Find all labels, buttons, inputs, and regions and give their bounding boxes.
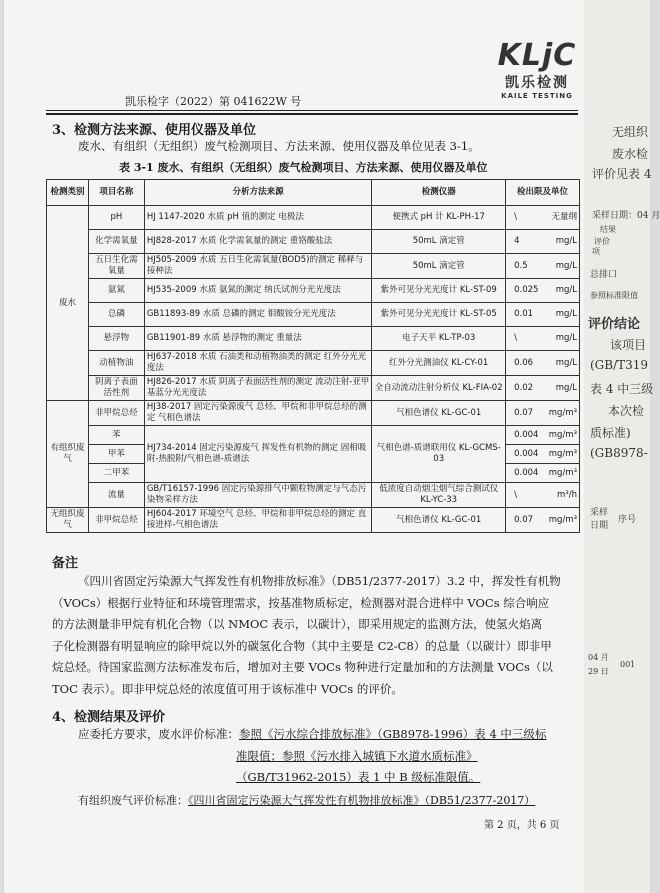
limit-cell [506,464,580,483]
table-row [47,327,580,351]
method-cell: GB11901-89 水质 悬浮物的测定 重量法 [144,327,372,351]
limit-cell [506,206,580,230]
item-cell: 甲苯 [88,445,144,464]
item-cell: 氨氮 [88,279,144,303]
item-cell: pH [88,206,144,230]
section3-heading: 3、检测方法来源、使用仪器及单位 [52,123,257,138]
side-text: (GB/T319 [590,358,649,372]
limit-cell [506,508,580,533]
side-text: 评价结论 [588,317,641,332]
limit-unit: mg/m³ [548,448,577,459]
limit-value: 4 [514,236,520,246]
table-row [47,206,580,230]
table-row [47,483,580,508]
table-row [47,508,580,533]
item-cell: 悬浮物 [88,327,144,351]
side-text: 评价见表 4 [592,167,652,181]
item-cell: 阴离子表面活性剂 [88,376,144,401]
column-header: 检测类别 [47,180,89,206]
note-line: 烷总烃。待国家监测方法标准发布后，增加对主要 VOCs 物种进行定量加和的方法测量 VOCs（以 [52,660,553,674]
limit-cell [506,303,580,327]
item-cell: 总磷 [88,303,144,327]
method-cell: GB11893-89 水质 总磷的测定 钼酸铵分光光度法 [144,303,372,327]
side-text: 本次检 [608,404,645,418]
side-text: 总排口 [590,270,618,280]
side-text: 参照标准限值 [590,291,638,300]
methods-table [46,179,580,533]
side-text: 项 [592,247,600,256]
limit-cell [506,351,580,376]
table-row [47,351,580,376]
side-text: 日期 [590,521,609,531]
limit-cell [506,230,580,254]
side-text: 表 4 中三级 [590,382,654,396]
notes-heading: 备注 [52,556,79,571]
table-header-row [47,180,580,206]
column-header: 检出限及单位 [506,180,580,206]
side-text: 采样 [590,508,609,518]
instrument-cell: 50mL 滴定管 [372,230,506,254]
column-header: 项目名称 [88,180,144,206]
instrument-cell: 电子天平 KL-TP-03 [372,327,506,351]
method-cell: HJ505-2009 水质 五日生化需氧量(BOD5)的测定 稀释与接种法 [144,254,372,279]
logo-en: KAILE TESTING [501,92,573,100]
limit-value: \ [514,212,517,222]
wastewater-standard-label: 应委托方要求，废水评价标准： [78,727,239,741]
page-footer: 第 2 页，共 6 页 [484,820,560,831]
instrument-cell: 便携式 pH 计 KL-PH-17 [372,206,506,230]
item-cell: 非甲烷总烃 [88,401,144,426]
table-row [47,303,580,327]
item-cell: 非甲烷总烃 [88,508,144,533]
limit-value: 0.004 [514,467,539,478]
column-header: 检测仪器 [372,180,506,206]
limit-value: \ [514,333,517,343]
limit-cell [506,401,580,426]
method-cell: HJ535-2009 水质 氨氮的测定 纳氏试剂分光光度法 [144,279,372,303]
method-cell: HJ 1147-2020 水质 pH 值的测定 电极法 [144,206,372,230]
item-cell: 二甲苯 [88,464,144,483]
table-row [47,279,580,303]
method-cell: HJ637-2018 水质 石油类和动植物油类的测定 红外分光光度法 [144,351,372,376]
section4-line4 [78,790,535,812]
note-line: 《四川省固定污染源大气挥发性有机物排放标准》（DB51/2377-2017）3.2 中，挥发性有机物 [78,574,561,588]
instrument-cell: 低浓度自动烟尘烟气综合测试仪 KL-YC-33 [372,483,506,508]
limit-value: 0.5 [514,260,528,271]
exhaust-standard-label: 有组织废气评价标准： [78,794,188,807]
limit-unit: m³/h [557,489,577,500]
header-rule [46,110,578,111]
company-logo [492,40,582,100]
category-cell: 有组织废气 [47,401,89,508]
section4-line2: 准限值；参照《污水排入城镇下水道水质标准》 [236,749,478,763]
limit-cell [506,327,580,351]
method-cell: HJ826-2017 水质 阴离子表面活性剂的测定 流动注射-亚甲基蓝分光光度法 [144,376,372,401]
side-text: 无组织 [612,125,649,139]
limit-value: 0.06 [514,357,534,368]
limit-unit: mg/m³ [548,514,577,525]
method-cell: GB/T16157-1996 固定污染源排气中颗粒物测定与气态污染物采样方法 [144,483,372,508]
limit-unit: mg/L [555,236,577,246]
note-line: 子化检测器有明显响应的除甲烷以外的碳氢化合物（其中主要是 C2-C8）的总量（以碳计）即非甲 [52,639,552,653]
side-text: 29 日 [588,667,609,676]
instrument-cell: 气相色谱仪 KL-GC-01 [372,508,506,533]
instrument-cell: 红外分光测油仪 KL-CY-01 [372,351,506,376]
limit-value: 0.01 [514,309,534,319]
category-cell: 无组织废气 [47,508,89,533]
section3-intro: 废水、有组织（无组织）废气检测项目、方法来源、使用仪器及单位见表 3-1。 [78,139,480,153]
next-page-edge [584,0,660,893]
limit-cell [506,254,580,279]
table-row [47,426,580,445]
limit-unit: mg/L [555,333,577,343]
table-row [47,254,580,279]
side-text: (GB8978- [590,446,648,460]
side-text: 该项目 [610,338,647,352]
limit-value: 0.07 [514,407,534,418]
limit-unit: 无量纲 [551,212,577,222]
table-row [47,376,580,401]
instrument-cell: 紫外可见分光光度计 KL-ST-05 [372,303,506,327]
method-cell: HJ828-2017 水质 化学需氧量的测定 重铬酸盐法 [144,230,372,254]
table-caption: 表 3-1 废水、有组织（无组织）废气检测项目、方法来源、使用仪器及单位 [119,161,488,174]
side-text: 采样日期：04 月 [592,211,660,221]
limit-value: 0.004 [514,429,539,440]
item-cell: 五日生化需氧量 [88,254,144,279]
document-number: 凯乐检字（2022）第 041622W 号 [125,95,302,108]
instrument-cell: 气相色谱仪 KL-GC-01 [372,401,506,426]
side-text: 序号 [618,515,637,525]
column-header: 分析方法来源 [144,180,372,206]
limit-value: \ [514,489,517,500]
section4-line3: （GB/T31962-2015）表 1 中 B 级标准限值。 [236,770,481,784]
method-cell: HJ734-2014 固定污染源废气 挥发性有机物的测定 固相吸附-热脱附/气相色谱-质谱法 [144,426,372,483]
limit-unit: mg/L [555,382,577,393]
limit-cell [506,279,580,303]
table-row [47,230,580,254]
side-text: 废水检 [612,147,649,161]
report-page [4,0,584,893]
limit-unit: mg/L [555,309,577,319]
section4-line1 [78,724,546,746]
limit-value: 0.02 [514,382,534,393]
section4-heading: 4、检测结果及评价 [52,710,166,725]
item-cell: 苯 [88,426,144,445]
note-line: 的方法测量非甲烷有机化合物（以 NMOC 表示，以碳计），即采用规定的监测方法，使氢火焰离 [52,617,543,631]
side-text: 04 月 [588,653,609,662]
instrument-cell: 全自动流动注射分析仪 KL-FIA-02 [372,376,506,401]
exhaust-standard: 《四川省固定污染源大气挥发性有机物排放标准》（DB51/2377-2017） [188,794,536,807]
item-cell: 动植物油 [88,351,144,376]
limit-unit: mg/m³ [548,429,577,440]
limit-cell [506,445,580,464]
side-text: 质标准) [590,426,631,440]
limit-unit: mg/L [555,285,577,295]
logo-mark: KLjC [497,38,577,73]
limit-unit: mg/L [555,357,577,368]
limit-unit: mg/m³ [548,467,577,478]
header-rule-thick [46,113,578,115]
limit-value: 0.025 [514,285,539,295]
limit-unit: mg/L [555,260,577,271]
instrument-cell: 50mL 滴定管 [372,254,506,279]
logo-cn: 凯乐检测 [505,75,569,91]
instrument-cell: 紫外可见分光光度计 KL-ST-09 [372,279,506,303]
limit-cell [506,426,580,445]
table-row [47,401,580,426]
limit-cell [506,376,580,401]
note-line: TOC 表示）。即非甲烷总烃的浓度值可用于该标准中 VOCs 的评价。 [52,682,403,696]
limit-unit: mg/m³ [548,407,577,418]
limit-cell [506,483,580,508]
limit-value: 0.07 [514,514,534,525]
note-line: （VOCs）根据行业特征和环境管理需求，按基准物质标定，检测器对混合进样中 VOCs 综合响应 [52,596,550,610]
category-cell: 废水 [47,206,89,401]
item-cell: 流量 [88,483,144,508]
method-cell: HJ38-2017 固定污染源废气 总烃、甲烷和非甲烷总烃的测定 气相色谱法 [144,401,372,426]
method-cell: HJ604-2017 环境空气 总烃、甲烷和非甲烷总烃的测定 直接进样-气相色谱法 [144,508,372,533]
side-text: 001 [620,660,636,669]
item-cell: 化学需氧量 [88,230,144,254]
wastewater-standard-1: 参照《污水综合排放标准》（GB8978-1996）表 4 中三级标 [239,727,547,741]
side-text: 结果 [600,225,616,234]
instrument-cell: 气相色谱-质谱联用仪 KL-GCMS-03 [372,426,506,483]
side-text: 评价 [594,237,610,246]
limit-value: 0.004 [514,448,539,459]
